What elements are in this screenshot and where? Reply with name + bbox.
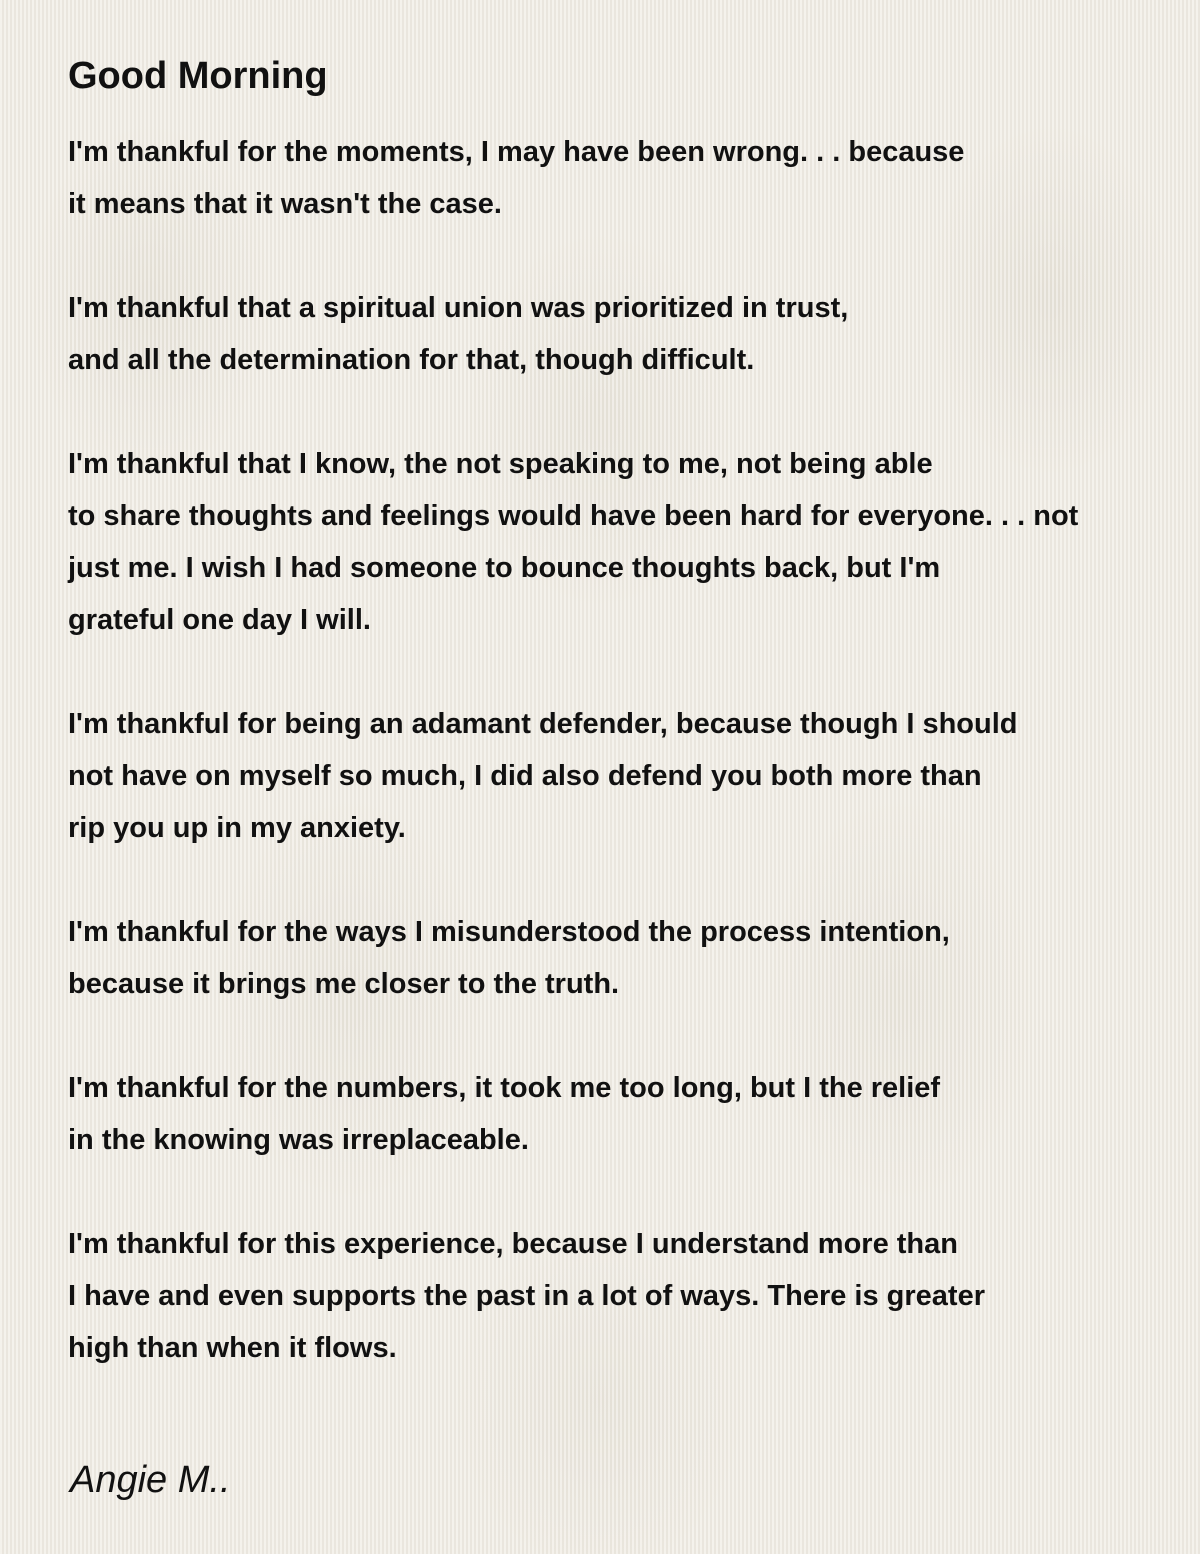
author-name: Angie M.. <box>70 1459 231 1501</box>
poem-line: I'm thankful for the moments, I may have been wrong. . . because <box>68 136 965 168</box>
poem-line: I'm thankful for the ways I misunderstood the process intention, <box>68 916 950 948</box>
poem-title: Good Morning <box>68 55 328 97</box>
poem-line: it means that it wasn't the case. <box>68 188 502 220</box>
poem-container <box>68 50 1200 1426</box>
poem-line: I'm thankful for the numbers, it took me too long, but I the relief <box>68 1072 941 1104</box>
poem-line: high than when it flows. <box>68 1332 397 1364</box>
stanza <box>68 1062 1200 1166</box>
poem-line: to share thoughts and feelings would have been hard for everyone. . . not <box>68 500 1079 532</box>
poem-line: not have on myself so much, I did also defend you both more than <box>68 760 982 792</box>
poem-line: just me. I wish I had someone to bounce thoughts back, but I'm <box>68 552 941 584</box>
stanza <box>68 282 1200 386</box>
poem-body <box>68 126 1200 1374</box>
poem-line: and all the determination for that, though difficult. <box>68 344 755 376</box>
poem-line: in the knowing was irreplaceable. <box>68 1124 529 1156</box>
stanza <box>68 698 1200 854</box>
poem-line: I'm thankful that I know, the not speaking to me, not being able <box>68 448 933 480</box>
poem-line: grateful one day I will. <box>68 604 371 636</box>
poem-line: I have and even supports the past in a lot of ways. There is greater <box>68 1280 985 1312</box>
poem-line: I'm thankful that a spiritual union was prioritized in trust, <box>68 292 849 324</box>
stanza <box>68 438 1200 646</box>
poem-line: I'm thankful for this experience, because I understand more than <box>68 1228 958 1260</box>
stanza <box>68 126 1200 230</box>
poem-line: rip you up in my anxiety. <box>68 812 406 844</box>
stanza <box>68 906 1200 1010</box>
poem-line: because it brings me closer to the truth. <box>68 968 620 1000</box>
stanza <box>68 1218 1200 1374</box>
poem-line: I'm thankful for being an adamant defender, because though I should <box>68 708 1018 740</box>
